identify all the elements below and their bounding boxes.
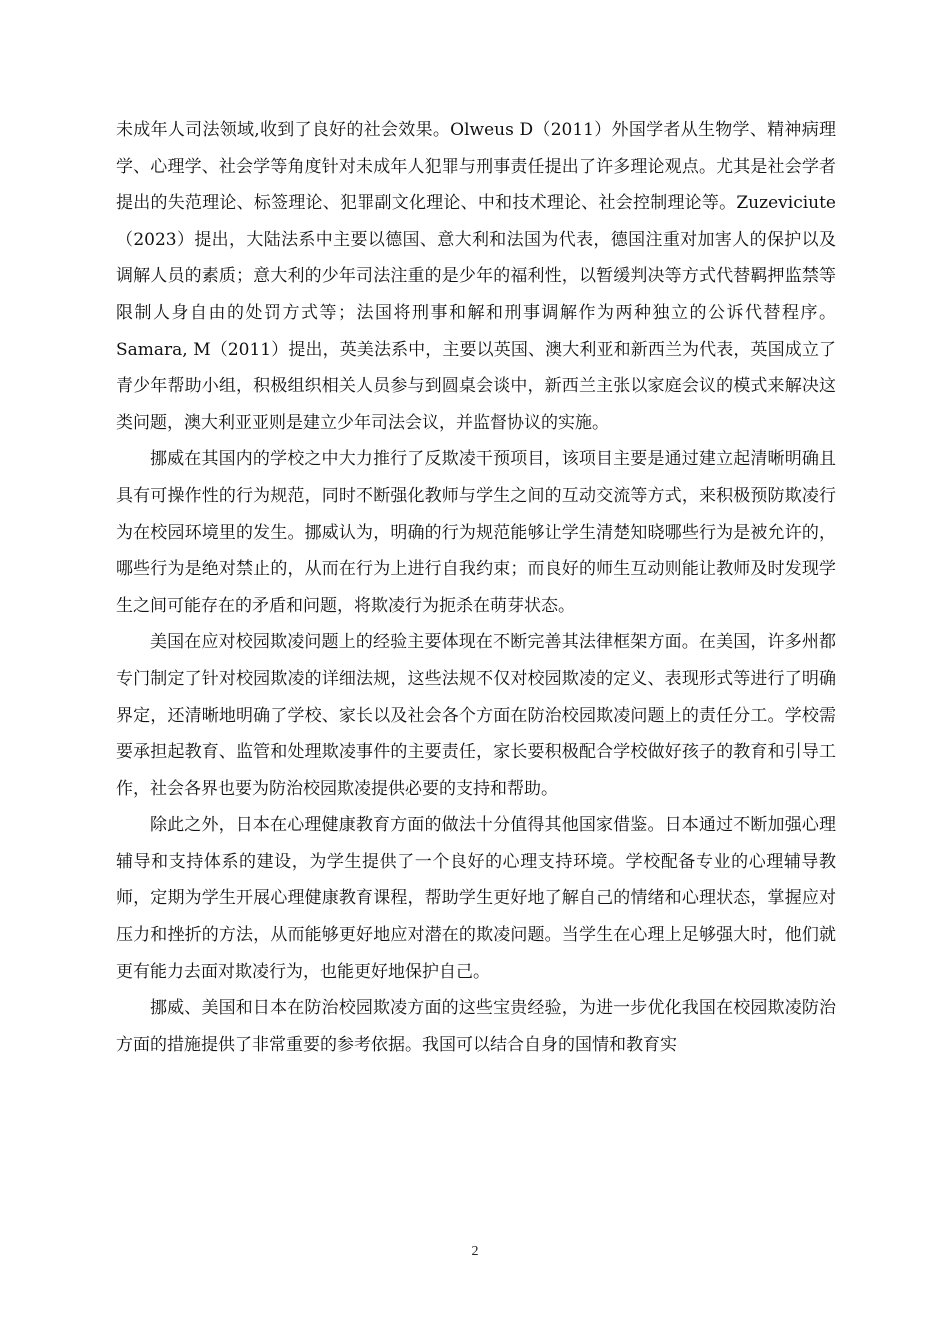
paragraph-summary: 挪威、美国和日本在防治校园欺凌方面的这些宝贵经验，为进一步优化我国在校园欺凌防治方面的措施提供了非常重要的参考依据。我国可以结合自身的国情和教育实 (116, 998, 836, 1055)
paragraph-japan: 除此之外，日本在心理健康教育方面的做法十分值得其他国家借鉴。日本通过不断加强心理辅导和支持体系的建设，为学生提供了一个良好的心理支持环境。学校配备专业的心理辅导教师，定期为学生开展心理健康教育课程，帮助学生更好地了解自己的情绪和心理状态，掌握应对压力和挫折的方法，从而能够更好地应对潜在的欺凌问题。当学生在心理上足够强大时，他们就更有能力去面对欺凌行为，也能更好地保护自己。 (116, 815, 836, 982)
page-number: 2 (471, 1244, 479, 1259)
paragraph-usa: 美国在应对校园欺凌问题上的经验主要体现在不断完善其法律框架方面。在美国，许多州都专门制定了针对校园欺凌的详细法规，这些法规不仅对校园欺凌的定义、表现形式等进行了明确界定，还清晰地明确了学校、家长以及社会各个方面在防治校园欺凌问题上的责任分工。学校需要承担起教育、监管和处理欺凌事件的主要责任，家长要积极配合学校做好孩子的教育和引导工作，社会各界也要为防治校园欺凌提供必要的支持和帮助。 (116, 632, 836, 799)
body-text (116, 112, 836, 1063)
paragraph-norway: 挪威在其国内的学校之中大力推行了反欺凌干预项目，该项目主要是通过建立起清晰明确且具有可操作性的行为规范，同时不断强化教师与学生之间的互动交流等方式，来积极预防欺凌行为在校园环境里的发生。挪威认为，明确的行为规范能够让学生清楚知晓哪些行为是被允许的，哪些行为是绝对禁止的，从而在行为上进行自我约束；而良好的师生互动则能让教师及时发现学生之间可能存在的矛盾和问题，将欺凌行为扼杀在萌芽状态。 (116, 449, 836, 616)
paragraph-continued: 未成年人司法领域,收到了良好的社会效果。Olweus D（2011）外国学者从生物学、精神病理学、心理学、社会学等角度针对未成年人犯罪与刑事责任提出了许多理论观点。尤其是社会学者提出的失范理论、标签理论、犯罪副文化理论、中和技术理论、社会控制理论等。Zuzeviciute（2023）提出，大陆法系中主要以德国、意大利和法国为代表，德国注重对加害人的保护以及调解人员的素质；意大利的少年司法注重的是少年的福利性，以暂缓判决等方式代替羁押监禁等限制人身自由的处罚方式等；法国将刑事和解和刑事调解作为两种独立的公诉代替程序。Samara, M（2011）提出，英美法系中，主要以英国、澳大利亚和新西兰为代表，英国成立了青少年帮助小组，积极组织相关人员参与到圆桌会谈中，新西兰主张以家庭会议的模式来解决这类问题，澳大利亚亚则是建立少年司法会议，并监督协议的实施。 (116, 120, 836, 433)
